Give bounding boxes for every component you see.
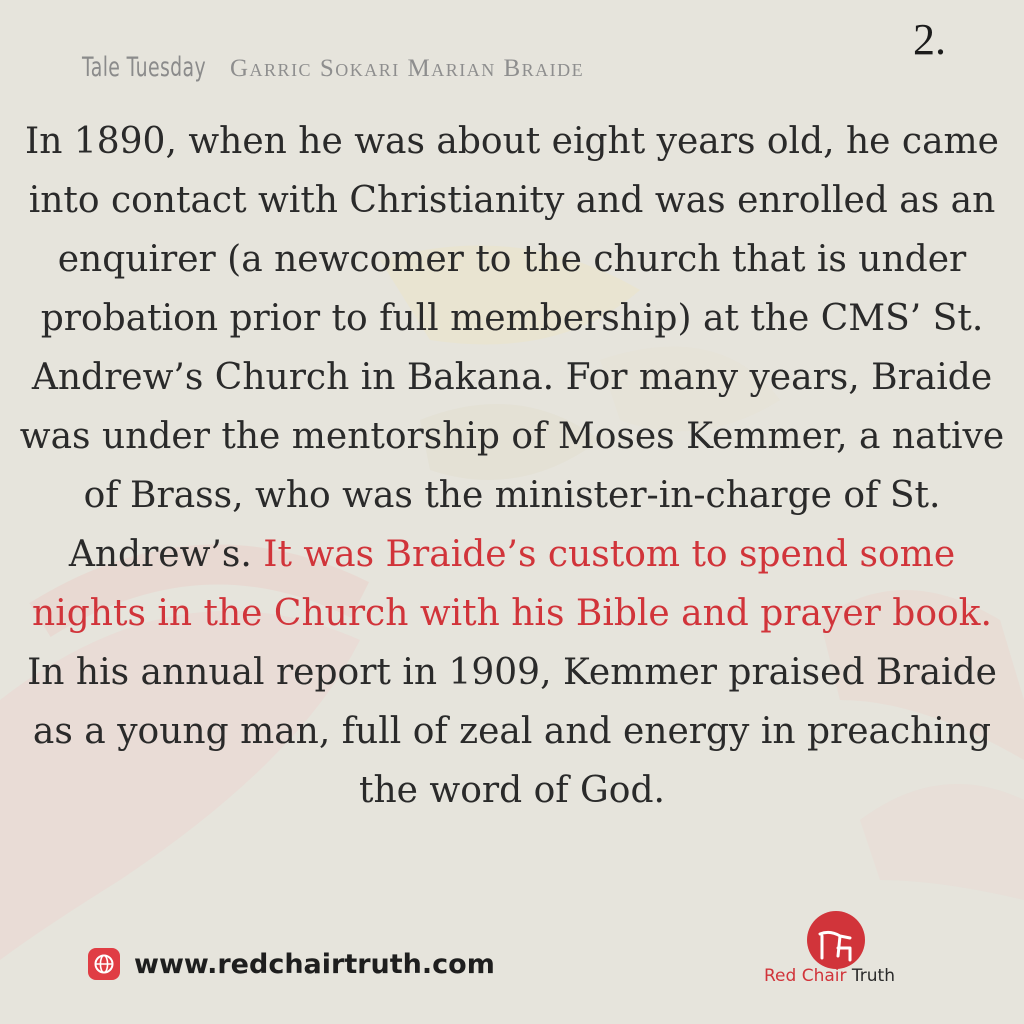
paragraph-1-main: In 1890, when he was about eight years old, he came into contact with Christianity and was enrolled as an enquirer (a newcomer to the church that is under probation prior to full membership) at the CMS’ St. Andrew’s Church in Bakana. For many years, Braide was under the mentorship of Moses Kemmer, a native of Brass, who was the minister-in-charge of St. Andrew’s. bbox=[19, 121, 1005, 575]
page-number: 2. bbox=[913, 15, 946, 64]
paragraph-1 bbox=[10, 112, 1014, 643]
website-link[interactable] bbox=[88, 948, 495, 980]
series-name: Tale Tuesday bbox=[82, 52, 206, 83]
subject-name: Garric Sokari Marian Braide bbox=[230, 55, 585, 82]
paragraph-2: In his annual report in 1909, Kemmer praised Braide as a young man, full of zeal and energy in preaching the word of God. bbox=[27, 652, 997, 811]
brand-name-red: Red Chair bbox=[764, 966, 847, 986]
paragraph-1-highlight: It was Braide’s custom to spend some nights in the Church with his Bible and prayer book. bbox=[32, 534, 992, 634]
brand-block bbox=[750, 908, 930, 998]
brand-name-dark: Truth bbox=[851, 966, 895, 986]
website-url[interactable]: www.redchairtruth.com bbox=[134, 948, 495, 980]
header bbox=[82, 52, 584, 83]
story-text bbox=[10, 112, 1014, 820]
red-chair-logo bbox=[804, 908, 868, 972]
globe-icon bbox=[88, 948, 120, 980]
brand-name bbox=[764, 966, 895, 986]
